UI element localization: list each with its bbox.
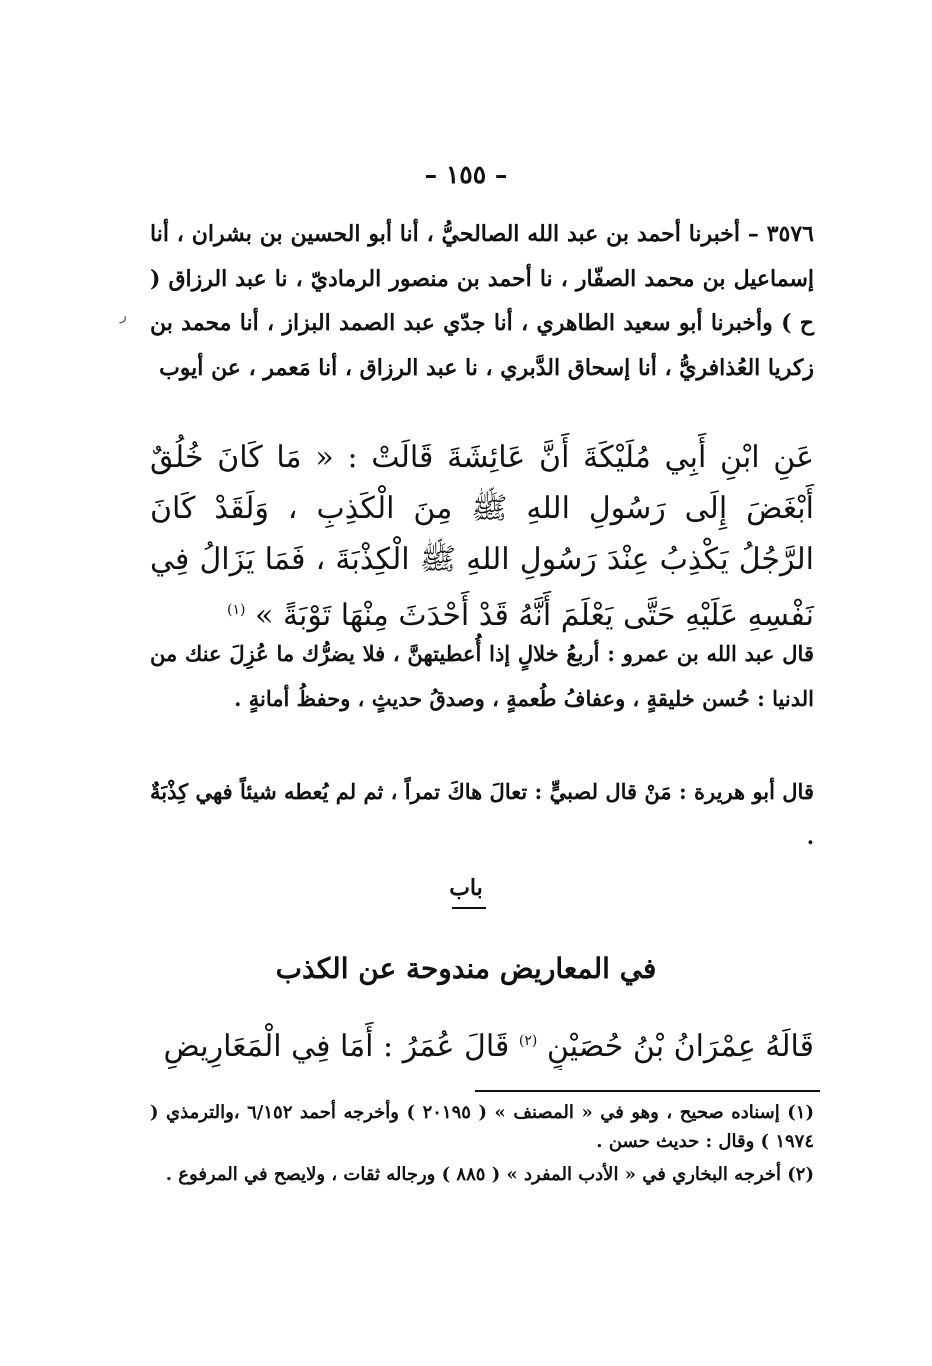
footnote-separator [475, 1090, 820, 1092]
footnote-1: (١) إسناده صحيح ، وهو في « المصنف » ( ٢٠١٩٥ ) وأخرجه أحمد ٦/١٥٢ ،والترمذي ( ١٩٧٤ ) وقال : حديث حسن . [150, 1102, 814, 1152]
hadith-number: ٣٥٧٦ [766, 221, 814, 247]
page-number: – ١٥٥ – [424, 160, 508, 189]
opening-text: قَالَهُ عِمْرَانُ بْنُ حُصَيْنٍ [546, 1029, 814, 1064]
hadith-isnad [150, 212, 814, 390]
footnote-ref-1: (١) [227, 602, 246, 618]
footnote-ref-2: (٢) [518, 1033, 538, 1049]
hadith-matn [150, 432, 814, 641]
hadith-matn-text: عَنِ ابْنِ أَبِي مُلَيْكَةَ أَنَّ عَائِشَةَ قَالَتْ : « مَا كَانَ خُلُقٌ أَبْغَضَ إِلَى رَسُولِ اللهِ ﷺ مِنَ الْكَذِبِ ، وَلَقَدْ كَانَ الرَّجُلُ يَكْذِبُ عِنْدَ رَسُولِ اللهِ ﷺ الْكِذْبَةَ ، فَمَا يَزَالُ فِي نَفْسِهِ عَلَيْهِ حَتَّى يَعْلَمَ أَنَّهُ قَدْ أَحْدَثَ مِنْهَا تَوْبَةً » [150, 440, 814, 633]
opening-rest: قَالَ عُمَرُ : أَمَا فِي الْمَعَارِيضِ [163, 1029, 510, 1064]
margin-mark: ر [120, 308, 127, 324]
saying-abdullah-ibn-amr: قال عبد الله بن عمرو : أربعُ خلالٍ إذا أُعطيتهنَّ ، فلا يضرُّك ما عُزِلَ عنك من الدنيا : حُسن خليقةٍ ، وعفافُ طُعمةٍ ، وصدقُ حديثٍ ، وحفظُ أمانةٍ . [150, 641, 814, 711]
hadith-isnad-text: – أخبرنا أحمد بن عبد الله الصالحيُّ ، أنا أبو الحسين بن بشران ، أنا إسماعيل بن محمد الصفّار ، نا أحمد بن منصور الرماديّ ، نا عبد الرزاق ( ح ) وأخبرنا أبو سعيد الطاهري ، أنا جدّي عبد الصمد البزاز ، أنا محمد بن زكريا العُذافريُّ ، أنا إسحاق الدَّبري ، نا عبد الرزاق ، أنا مَعمر ، عن أيوب [150, 221, 814, 381]
chapter-title: في المعاريض مندوحة عن الكذب [275, 952, 657, 985]
saying-abu-hurayra: قال أبو هريرة : مَنْ قال لصبيٍّ : تعالَ هاكَ تمراً ، ثم لم يُعطه شيئاً فهي كِذْبَةٌ . [150, 779, 814, 849]
chapter-label-underline [452, 907, 486, 909]
footnote-2: (٢) أخرجه البخاري في « الأدب المفرد » ( ٨٨٥ ) ورجاله ثقات ، ولايصح في المرفوع . [165, 1164, 814, 1185]
chapter-opening-line [150, 1018, 814, 1070]
chapter-label: باب [449, 875, 483, 901]
